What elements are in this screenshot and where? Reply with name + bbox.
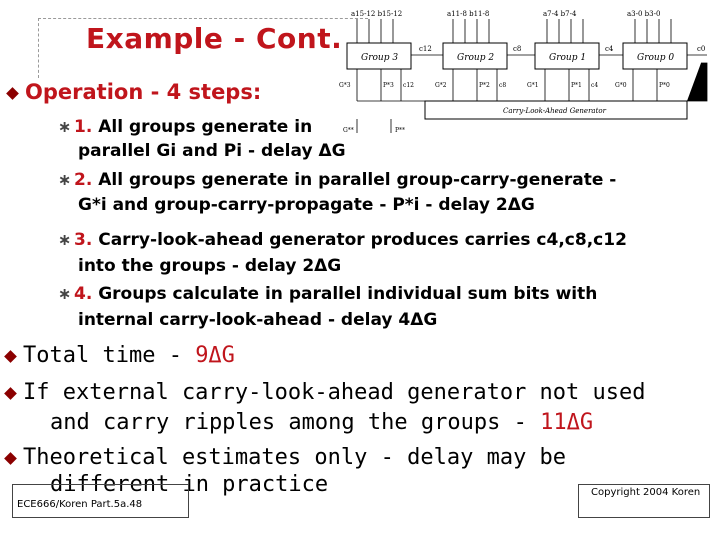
p1-label: P*1	[571, 82, 582, 89]
external-cla-line-2-text: and carry ripples among the groups -	[50, 410, 541, 435]
total-time-value: 9ΔG	[195, 343, 235, 368]
step-3-line-1	[58, 230, 627, 250]
asterisk-bullet-icon: ∗	[58, 170, 72, 189]
g0-label: G*0	[615, 82, 627, 89]
generator-label: Carry-Look-Ahead Generator	[503, 107, 606, 115]
p0-label: P*0	[659, 82, 670, 89]
step-2-line-1	[58, 170, 616, 190]
step-3-number: 3.	[74, 230, 93, 250]
footer-right-box	[578, 484, 710, 518]
carry-c0-label: c0	[697, 45, 706, 53]
c8-label: c8	[499, 82, 507, 89]
bullet-external-cla	[6, 380, 646, 405]
g2-label: G*2	[435, 82, 447, 89]
external-cla-line-1: If external carry-look-ahead generator not used	[23, 380, 646, 405]
step-4-text-line-1: Groups calculate in parallel individual sum bits with	[98, 284, 598, 304]
step-1-text-line-1: All groups generate in	[98, 117, 313, 137]
input-labels	[351, 10, 660, 18]
bullet-theoretical	[6, 445, 566, 470]
theoretical-line-2: different in practice	[50, 472, 329, 497]
bullet-external-cla-line-2	[50, 410, 593, 435]
c4-label: c4	[591, 82, 599, 89]
p3-label: P*3	[383, 82, 394, 89]
step-1-line-1	[58, 117, 312, 137]
g1-label: G*1	[527, 82, 539, 89]
carry-lookahead-diagram	[335, 5, 715, 135]
step-1-number: 1.	[74, 117, 93, 137]
group-0-label: Group 0	[637, 53, 675, 63]
c12-label: c12	[403, 82, 414, 89]
group-3-label: Group 3	[361, 53, 399, 63]
footer-copyright: Copyright 2004 Koren	[591, 487, 701, 498]
title-frame-top-line	[38, 18, 368, 19]
diamond-bullet-icon	[6, 87, 19, 100]
carry-c8-label: c8	[513, 45, 522, 53]
group-1-inputs-label: a7-4 b7-4	[543, 10, 577, 18]
theoretical-line-1: Theoretical estimates only - delay may be	[23, 445, 567, 470]
total-time-text: Total time -	[23, 343, 196, 368]
footer-course-label: ECE666/Koren Part.5a.48	[17, 499, 143, 510]
step-2-number: 2.	[74, 170, 93, 190]
step-2-line-2: G*i and group-carry-propagate - P*i - delay 2ΔG	[78, 195, 535, 215]
slide-title: Example - Cont.	[86, 22, 343, 55]
diamond-bullet-icon	[4, 350, 17, 363]
group-3-inputs-label: a15-12 b15-12	[351, 10, 403, 18]
p-star-star-label: P**	[395, 127, 406, 134]
carry-c12-label: c12	[419, 45, 432, 53]
g-star-star-label: G**	[343, 127, 354, 134]
bullet-total-time	[6, 343, 235, 368]
footer-left-box	[12, 484, 189, 518]
step-4-line-1	[58, 284, 597, 304]
step-4-number: 4.	[74, 284, 93, 304]
group-1-label: Group 1	[549, 53, 587, 63]
diamond-bullet-icon	[4, 387, 17, 400]
diamond-bullet-icon	[4, 452, 17, 465]
step-2-text-line-1: All groups generate in parallel group-carry-generate -	[98, 170, 617, 190]
asterisk-bullet-icon: ∗	[58, 284, 72, 303]
step-4-line-2: internal carry-look-ahead - delay 4ΔG	[78, 310, 438, 330]
p2-label: P*2	[479, 82, 490, 89]
asterisk-bullet-icon: ∗	[58, 230, 72, 249]
step-1-line-2: parallel Gi and Pi - delay ΔG	[78, 141, 346, 161]
external-cla-value: 11ΔG	[540, 410, 594, 435]
asterisk-bullet-icon: ∗	[58, 117, 72, 136]
operation-heading	[8, 80, 261, 104]
group-0-inputs-label: a3-0 b3-0	[627, 10, 661, 18]
group-2-label: Group 2	[457, 53, 495, 63]
step-3-line-2: into the groups - delay 2ΔG	[78, 256, 342, 276]
step-3-text-line-1: Carry-look-ahead generator produces carries c4,c8,c12	[98, 230, 627, 250]
group-2-inputs-label: a11-8 b11-8	[447, 10, 490, 18]
carry-c4-label: c4	[605, 45, 614, 53]
gp-labels	[339, 82, 670, 89]
g3-label: G*3	[339, 82, 351, 89]
operation-heading-text: Operation - 4 steps:	[25, 80, 262, 104]
title-frame-left-line	[38, 18, 39, 78]
